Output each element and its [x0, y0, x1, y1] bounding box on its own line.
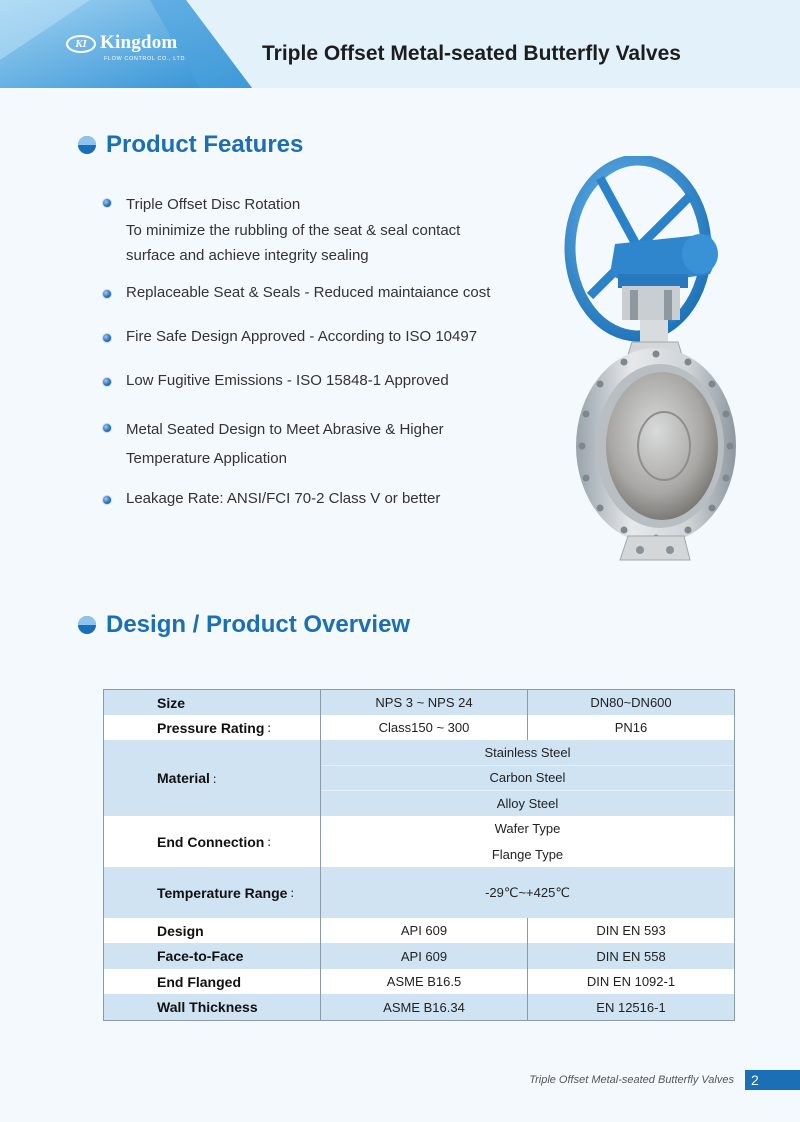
- page-title: Triple Offset Metal-seated Butterfly Valves: [262, 42, 681, 65]
- feature-text: Leakage Rate: ANSI/FCI 70-2 Class V or better: [126, 490, 441, 507]
- table-row: [104, 867, 734, 918]
- features-title: Product Features: [106, 131, 304, 158]
- feature-text: Replaceable Seat & Seals - Reduced maintaiance cost: [126, 284, 491, 301]
- row-label: Wall Thickness: [104, 994, 321, 1020]
- table-cell: DIN EN 558: [596, 948, 666, 964]
- table-row: [104, 994, 734, 1020]
- row-divider: [321, 765, 734, 766]
- table-row: [104, 690, 734, 715]
- row-label: Pressure Rating ：: [104, 715, 321, 740]
- feature-text: surface and achieve integrity sealing: [126, 247, 369, 264]
- section-bullet-icon: [77, 615, 97, 635]
- table-cell: ASME B16.5: [321, 969, 528, 994]
- table-row: [104, 969, 734, 994]
- table-cell: Flange Type: [491, 846, 564, 862]
- page-number: 2: [745, 1070, 800, 1090]
- row-label: Design: [104, 918, 321, 943]
- row-divider: [321, 790, 734, 791]
- feature-text: Low Fugitive Emissions - ISO 15848-1 Approved: [126, 372, 449, 389]
- feature-item: [102, 489, 522, 509]
- table-cell: Class150 ~ 300: [321, 715, 528, 740]
- table-cell: ASME B16.34: [321, 994, 528, 1020]
- table-row: [104, 943, 734, 969]
- table-cell: DIN EN 593: [596, 923, 666, 938]
- bullet-icon: [102, 289, 112, 299]
- table-cell: PN16: [614, 720, 648, 735]
- logo-mark: KI: [66, 35, 96, 53]
- feature-item: [102, 371, 522, 391]
- footer-title: Triple Offset Metal-seated Butterfly Valves: [529, 1074, 734, 1086]
- logo-subtitle: FLOW CONTROL CO., LTD.: [104, 56, 188, 62]
- logo-name: Kingdom: [100, 32, 178, 53]
- table-cell: DIN EN 1092-1: [586, 974, 676, 989]
- company-logo: [66, 33, 177, 53]
- table-cell: Alloy Steel: [496, 795, 559, 811]
- table-cell: Carbon Steel: [489, 770, 566, 785]
- feature-item: [102, 327, 522, 347]
- bullet-icon: [102, 198, 112, 208]
- table-cell: NPS 3 ~ NPS 24: [321, 690, 528, 715]
- row-label: End Flanged: [104, 969, 321, 994]
- bullet-icon: [102, 495, 112, 505]
- table-cell: -29℃~+425℃: [485, 884, 570, 900]
- feature-text: To minimize the rubbling of the seat & seal contact: [126, 221, 461, 239]
- row-label: Temperature Range ：: [104, 867, 321, 918]
- table-cell: Wafer Type: [494, 821, 561, 836]
- table-row: [104, 816, 734, 867]
- table-row: [104, 918, 734, 943]
- feature-text: Metal Seated Design to Meet Abrasive & Higher: [126, 421, 444, 438]
- bullet-icon: [102, 423, 112, 433]
- features-heading: [77, 131, 303, 159]
- section-bullet-icon: [77, 135, 97, 155]
- row-label: Face-to-Face: [104, 943, 321, 969]
- page-header: [0, 0, 800, 88]
- overview-title: Design / Product Overview: [106, 611, 411, 638]
- row-label: End Connection ：: [104, 816, 321, 867]
- row-label: Size: [104, 690, 321, 715]
- feature-text: Triple Offset Disc Rotation: [126, 196, 301, 213]
- butterfly-valve-image: [560, 156, 736, 576]
- feature-item: [102, 283, 522, 303]
- table-row: [104, 715, 734, 740]
- table-cell: API 609: [321, 943, 528, 969]
- feature-item: [102, 415, 522, 473]
- feature-text: Temperature Application: [126, 450, 287, 467]
- overview-heading: [77, 611, 410, 639]
- bullet-icon: [102, 377, 112, 387]
- table-row: [104, 740, 734, 816]
- table-cell: EN 12516-1: [596, 999, 666, 1015]
- row-label: Material ：: [104, 740, 321, 816]
- feature-item: [102, 192, 522, 269]
- feature-text: Fire Safe Design Approved - According to ISO 10497: [126, 328, 478, 345]
- table-cell: Stainless Steel: [484, 745, 571, 760]
- spec-table: [103, 689, 735, 1021]
- table-cell: API 609: [321, 918, 528, 943]
- table-cell: DN80~DN600: [590, 695, 672, 710]
- bullet-icon: [102, 333, 112, 343]
